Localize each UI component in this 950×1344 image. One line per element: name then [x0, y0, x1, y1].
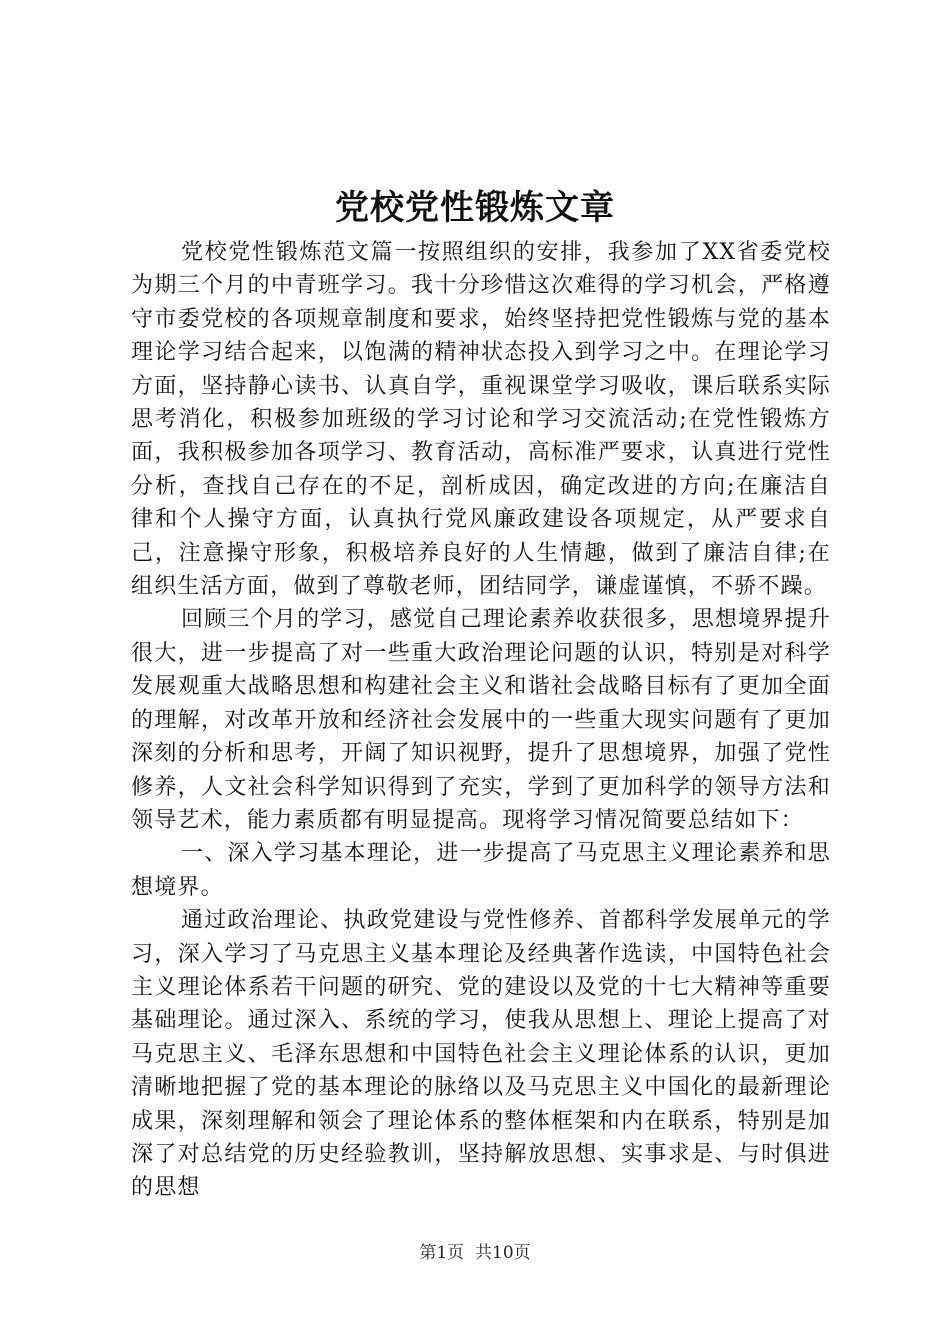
page-footer	[0, 1242, 950, 1264]
document-body	[131, 236, 831, 1205]
paragraph-2: 回顾三个月的学习，感觉自己理论素养收获很多，思想境界提升很大，进一步提高了对一些重大政治理论问题的认识，特别是对科学发展观重大战略思想和构建社会主义和谐社会战略目标有了更加全面的理解，对改革开放和经济社会发展中的一些重大现实问题有了更加深刻的分析和思考，开阔了知识视野，提升了思想境界，加强了党性修养，人文社会科学知识得到了充实，学到了更加科学的领导方法和领导艺术，能力素质都有明显提高。现将学习情况简要总结如下：	[131, 607, 831, 833]
paragraph-3-heading: 一、深入学习基本理论，进一步提高了马克思主义理论素养和思想境界。	[131, 841, 831, 900]
paragraph-1: 党校党性锻炼范文篇一按照组织的安排，我参加了XX省委党校为期三个月的中青班学习。我十分珍惜这次难得的学习机会，严格遵守市委党校的各项规章制度和要求，始终坚持把党性锻炼与党的基本理论学习结合起来，以饱满的精神状态投入到学习之中。在理论学习方面，坚持静心读书、认真自学，重视课堂学习吸收，课后联系实际思考消化，积极参加班级的学习讨论和学习交流活动;在党性锻炼方面，我积极参加各项学习、教育活动，高标准严要求，认真进行党性分析，查找自己存在的不足，剖析成因，确定改进的方向;在廉洁自律和个人操守方面，认真执行党风廉政建设各项规定，从严要求自己，注意操守形象，积极培养良好的人生情趣，做到了廉洁自律;在组织生活方面，做到了尊敬老师，团结同学，谦虚谨慎，不骄不躁。	[131, 240, 831, 600]
paragraph-4: 通过政治理论、执政党建设与党性修养、首都科学发展单元的学习，深入学习了马克思主义基本理论及经典著作选读，中国特色社会主义理论体系若干问题的研究、党的建设以及党的十七大精神等重要基础理论。通过深入、系统的学习，使我从思想上、理论上提高了对马克思主义、毛泽东思想和中国特色社会主义理论体系的认识，更加清晰地把握了党的基本理论的脉络以及马克思主义中国化的最新理论成果，深刻理解和领会了理论体系的整体框架和内在联系，特别是加深了对总结党的历史经验教训，坚持解放思想、实事求是、与时俱进的思想	[131, 908, 831, 1201]
document-title: 党校党性锻炼文章	[335, 188, 615, 228]
page-number: 第1页	[419, 1243, 465, 1263]
page-total: 共10页	[475, 1243, 531, 1263]
